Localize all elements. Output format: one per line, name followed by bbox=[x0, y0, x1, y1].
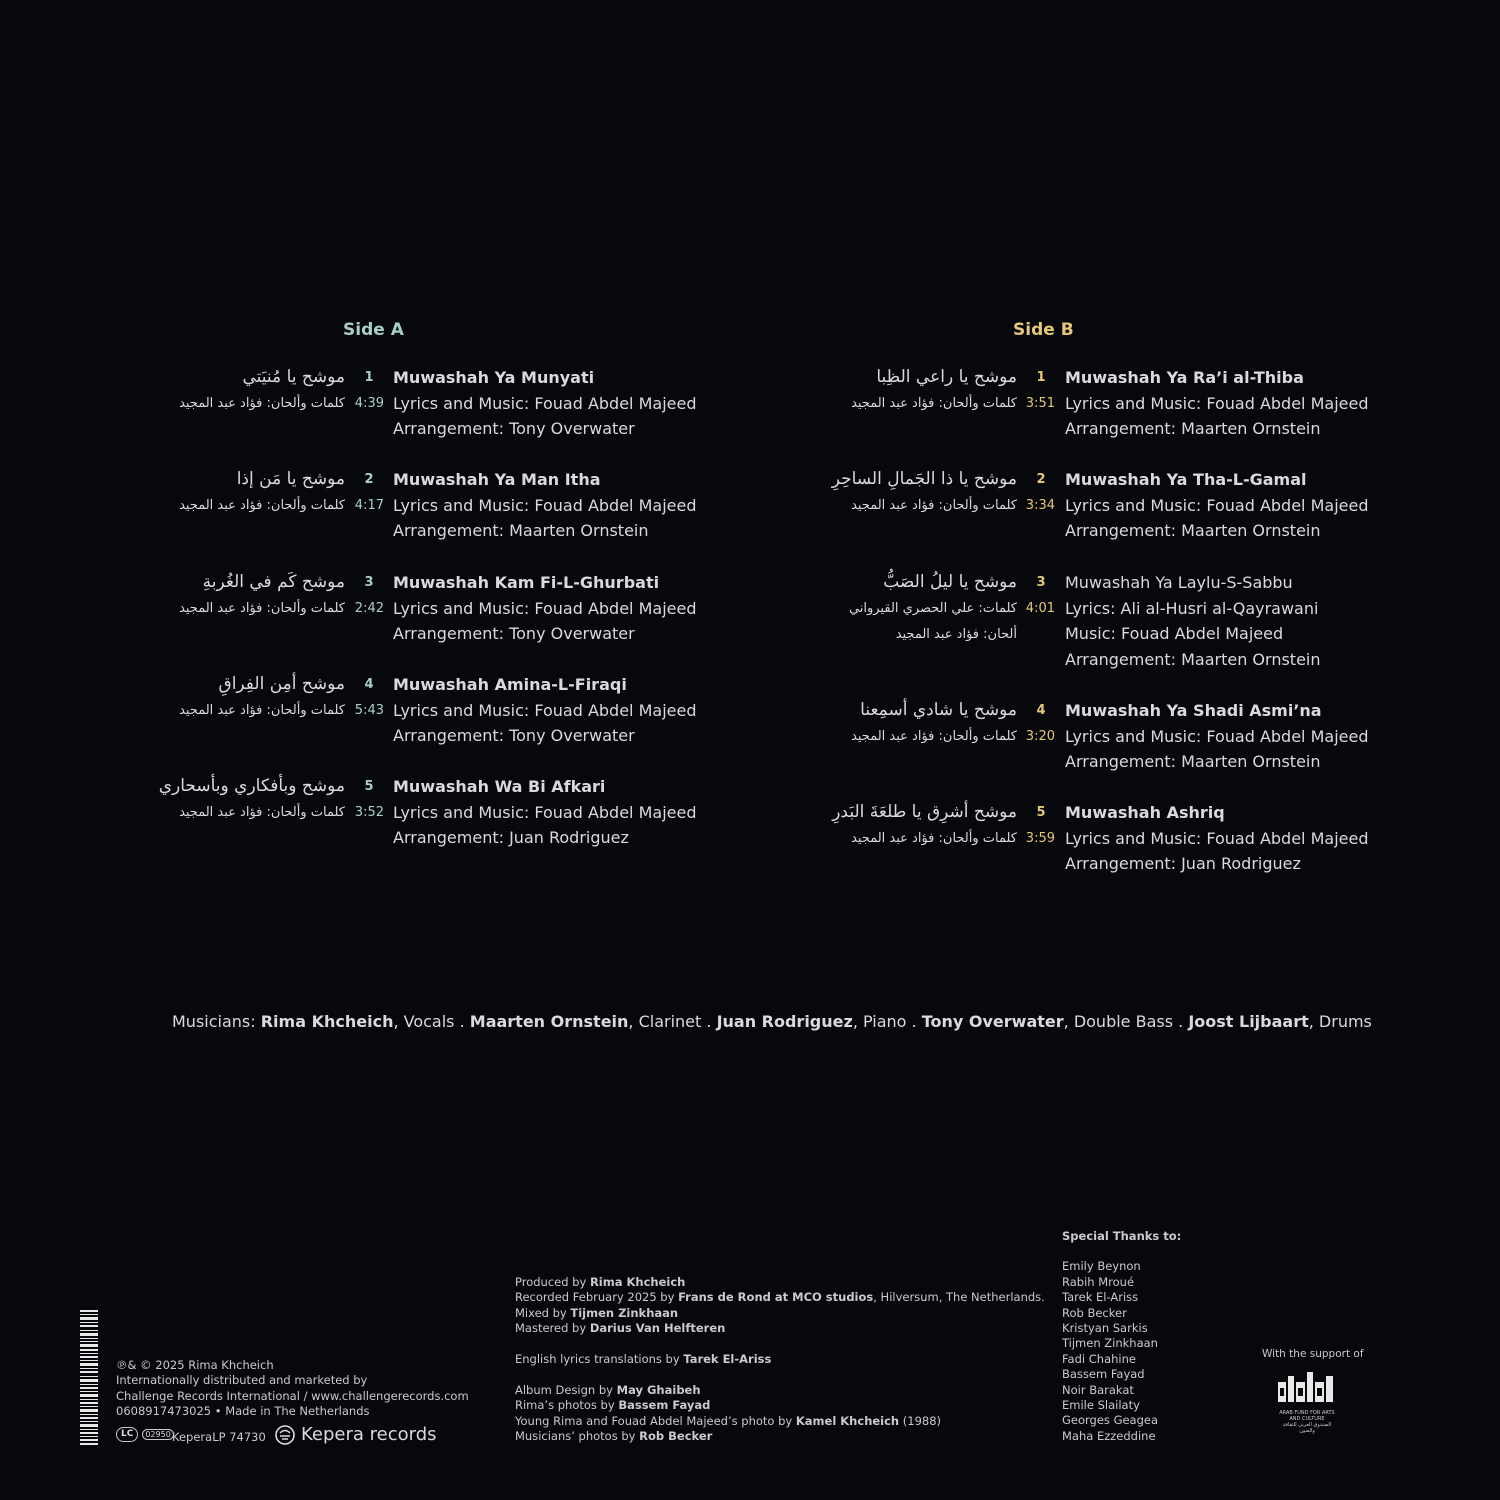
track-title: Muwashah Ya Shadi Asmi’na bbox=[1065, 701, 1322, 720]
track-title: Muwashah Ya Tha-L-Gamal bbox=[1065, 470, 1307, 489]
track-duration: 3:59 bbox=[1025, 831, 1055, 846]
design-by: Album Design by May Ghaibeh bbox=[515, 1382, 701, 1397]
thanks-name: Bassem Fayad bbox=[1062, 1367, 1145, 1382]
track-number: 1 bbox=[1036, 370, 1046, 385]
musician-name: Tony Overwater bbox=[921, 1012, 1064, 1031]
musicians-prefix: Musicians: bbox=[172, 1012, 261, 1031]
track-title: Muwashah Kam Fi-L-Ghurbati bbox=[393, 573, 660, 592]
arabic-credit: كلمات وألحان: فؤاد عبد المجيد bbox=[179, 396, 345, 411]
track-number: 3 bbox=[364, 575, 374, 590]
arabic-credit: كلمات وألحان: فؤاد عبد المجيد bbox=[179, 805, 345, 820]
support-text: With the support of bbox=[1262, 1348, 1364, 1360]
track-credit: Lyrics and Music: Fouad Abdel Majeed bbox=[1065, 495, 1369, 515]
track-number: 2 bbox=[364, 472, 374, 487]
track-duration: 3:52 bbox=[354, 805, 384, 820]
arabic-credit: كلمات وألحان: فؤاد عبد المجيد bbox=[851, 498, 1017, 513]
track-duration: 4:01 bbox=[1025, 601, 1055, 616]
track-credit: Lyrics and Music: Fouad Abdel Majeed bbox=[393, 802, 697, 822]
arabic-credit: كلمات: علي الحصري القيرواني bbox=[848, 601, 1017, 616]
production-credits bbox=[515, 1275, 1045, 1444]
track-title: Muwashah Ya Man Itha bbox=[393, 470, 601, 489]
thanks-name: Tijmen Zinkhaan bbox=[1062, 1336, 1158, 1351]
arabic-credit: كلمات وألحان: فؤاد عبد المجيد bbox=[179, 601, 345, 616]
copyright-block bbox=[116, 1358, 469, 1420]
track-title: Muwashah Amina-L-Firaqi bbox=[393, 675, 627, 694]
track-number: 2 bbox=[1036, 472, 1046, 487]
copyright-line: ℗& © 2025 Rima Khcheich bbox=[116, 1358, 274, 1372]
photos-by: Rima’s photos by Bassem Fayad bbox=[515, 1398, 711, 1413]
arabic-title: موشح أمِن الفِراقِ bbox=[218, 674, 345, 694]
track-title: Muwashah Ashriq bbox=[1065, 803, 1225, 822]
track-arrangement: Arrangement: Juan Rodriguez bbox=[1065, 854, 1301, 874]
track-number: 5 bbox=[1036, 805, 1046, 820]
side-a-heading: Side A bbox=[343, 320, 404, 340]
track-duration: 4:17 bbox=[354, 498, 384, 513]
track-arrangement: Arrangement: Tony Overwater bbox=[393, 726, 635, 746]
arabic-credit: كلمات وألحان: فؤاد عبد المجيد bbox=[851, 396, 1017, 411]
recorded-by: Recorded February 2025 by Frans de Rond at MCO studios, Hilversum, The Netherlands. bbox=[515, 1290, 1045, 1305]
track-duration: 3:34 bbox=[1025, 498, 1055, 513]
afac-name-ar: الصندوق العربي للثقافة والفنون bbox=[1282, 1422, 1332, 1434]
mixed-by: Mixed by Tijmen Zinkhaan bbox=[515, 1305, 679, 1320]
arabic-credit-music: ألحان: فؤاد عبد المجيد bbox=[895, 627, 1017, 642]
track-duration: 3:51 bbox=[1025, 396, 1055, 411]
thanks-name: Kristyan Sarkis bbox=[1062, 1321, 1148, 1336]
musician-role: , Clarinet . bbox=[628, 1012, 717, 1031]
thanks-name: Emile Slailaty bbox=[1062, 1398, 1140, 1413]
track-arrangement: Arrangement: Tony Overwater bbox=[393, 419, 635, 439]
musician-role: , Drums bbox=[1308, 1012, 1372, 1031]
mastered-by: Mastered by Darius Van Helfteren bbox=[515, 1321, 726, 1336]
thanks-name: Georges Geagea bbox=[1062, 1413, 1159, 1428]
produced-by: Produced by Rima Khcheich bbox=[515, 1275, 686, 1289]
track-number: 4 bbox=[364, 677, 374, 692]
afac-logo bbox=[1275, 1368, 1339, 1434]
young-photo-by: Young Rima and Fouad Abdel Majeed’s photo by Kamel Khcheich (1988) bbox=[515, 1413, 942, 1428]
track-credit: Lyrics and Music: Fouad Abdel Majeed bbox=[1065, 393, 1369, 413]
track-duration: 3:20 bbox=[1025, 729, 1055, 744]
track-title: Muwashah Wa Bi Afkari bbox=[393, 777, 606, 796]
track-credit: Lyrics and Music: Fouad Abdel Majeed bbox=[393, 495, 697, 515]
musicians-photos-by: Musicians’ photos by Rob Becker bbox=[515, 1429, 713, 1444]
record-label-logo bbox=[275, 1424, 437, 1445]
track-arrangement: Arrangement: Maarten Ornstein bbox=[1065, 419, 1321, 439]
arabic-title: موشح كَم في الغُربةِ bbox=[202, 572, 345, 592]
thanks-name: Maha Ezzeddine bbox=[1062, 1428, 1156, 1443]
track-credit-music: Music: Fouad Abdel Majeed bbox=[1065, 624, 1284, 644]
kepera-icon bbox=[275, 1425, 295, 1445]
translations-by: English lyrics translations by Tarek El-Ariss bbox=[515, 1352, 772, 1367]
thanks-name: Emily Beynon bbox=[1062, 1259, 1141, 1274]
arabic-credit: كلمات وألحان: فؤاد عبد المجيد bbox=[179, 703, 345, 718]
track-arrangement: Arrangement: Juan Rodriguez bbox=[393, 828, 629, 848]
arabic-title: موشح يا مُنيَتي bbox=[242, 367, 345, 387]
track-credit: Lyrics and Music: Fouad Abdel Majeed bbox=[1065, 828, 1369, 848]
track-title: Muwashah Ya Munyati bbox=[393, 368, 595, 387]
track-number: 3 bbox=[1036, 575, 1046, 590]
musician-name: Juan Rodriguez bbox=[716, 1012, 853, 1031]
track-duration: 4:39 bbox=[354, 396, 384, 411]
thanks-name: Tarek El-Ariss bbox=[1062, 1290, 1139, 1305]
label-code-badge bbox=[116, 1427, 174, 1442]
arabic-title: موشح يا مَن إذا bbox=[236, 469, 345, 489]
track-credit: Lyrics and Music: Fouad Abdel Majeed bbox=[393, 393, 697, 413]
musician-role: , Piano . bbox=[852, 1012, 922, 1031]
afac-name-en: ARAB FUND FOR ARTS AND CULTURE bbox=[1279, 1410, 1335, 1422]
catalog-number: KeperaLP 74730 bbox=[172, 1430, 266, 1444]
arabic-title: موشح يا راعي الظِبا bbox=[876, 367, 1017, 387]
thanks-name: Fadi Chahine bbox=[1062, 1351, 1136, 1366]
arabic-title: موشح أشرِق يا طلعَةَ البَدرِ bbox=[832, 802, 1017, 822]
lc-icon: LC bbox=[116, 1427, 138, 1442]
track-credit: Lyrics and Music: Fouad Abdel Majeed bbox=[1065, 726, 1369, 746]
track-duration: 2:42 bbox=[354, 601, 384, 616]
barcode-icon bbox=[80, 1310, 98, 1445]
musician-name: Joost Lijbaart bbox=[1188, 1012, 1309, 1031]
track-credit: Lyrics and Music: Fouad Abdel Majeed bbox=[393, 700, 697, 720]
track-duration: 5:43 bbox=[354, 703, 384, 718]
distributor-line: Challenge Records International / www.challengerecords.com bbox=[116, 1388, 469, 1403]
track-number: 1 bbox=[364, 370, 374, 385]
musician-role: , Double Bass . bbox=[1063, 1012, 1189, 1031]
track-credit: Lyrics: Ali al-Husri al-Qayrawani bbox=[1065, 598, 1319, 618]
arabic-credit: كلمات وألحان: فؤاد عبد المجيد bbox=[179, 498, 345, 513]
arabic-credit: كلمات وألحان: فؤاد عبد المجيد bbox=[851, 729, 1017, 744]
track-arrangement: Arrangement: Maarten Ornstein bbox=[1065, 521, 1321, 541]
arabic-title: موشح يا شادي أسمِعنا bbox=[860, 700, 1017, 720]
musician-name: Rima Khcheich bbox=[260, 1012, 394, 1031]
track-arrangement: Arrangement: Maarten Ornstein bbox=[1065, 649, 1321, 669]
musician-role: , Vocals . bbox=[393, 1012, 470, 1031]
side-b-heading: Side B bbox=[1013, 320, 1074, 340]
track-title: Muwashah Ya Ra’i al-Thiba bbox=[1065, 368, 1304, 387]
track-number: 5 bbox=[364, 779, 374, 794]
musician-name: Maarten Ornstein bbox=[469, 1012, 629, 1031]
thanks-name: Rob Becker bbox=[1062, 1305, 1127, 1320]
special-thanks bbox=[1062, 1229, 1181, 1444]
track-credit: Lyrics and Music: Fouad Abdel Majeed bbox=[393, 598, 697, 618]
track-arrangement: Arrangement: Maarten Ornstein bbox=[1065, 752, 1321, 772]
arabic-credit: كلمات وألحان: فؤاد عبد المجيد bbox=[851, 831, 1017, 846]
label-code: 02950 bbox=[142, 1429, 173, 1440]
thanks-heading: Special Thanks to: bbox=[1062, 1229, 1182, 1243]
musicians-line bbox=[172, 1012, 1372, 1031]
thanks-name: Noir Barakat bbox=[1062, 1382, 1134, 1397]
track-arrangement: Arrangement: Maarten Ornstein bbox=[393, 521, 649, 541]
barcode-number-line: 0608917473025 • Made in The Netherlands bbox=[116, 1404, 370, 1419]
arabic-title: موشح يا ذا الجَمالِ الساحِرِ bbox=[831, 469, 1017, 489]
afac-icon bbox=[1275, 1368, 1339, 1406]
track-number: 4 bbox=[1036, 703, 1046, 718]
track-title: Muwashah Ya Laylu-S-Sabbu bbox=[1065, 573, 1293, 592]
label-name: Kepera records bbox=[301, 1424, 437, 1445]
track-arrangement: Arrangement: Tony Overwater bbox=[393, 624, 635, 644]
distribution-line: Internationally distributed and marketed by bbox=[116, 1373, 368, 1388]
arabic-title: موشح وبأفكاري وبأسحاري bbox=[158, 776, 345, 796]
thanks-name: Rabih Mroué bbox=[1062, 1274, 1135, 1289]
arabic-title: موشح يا ليلُ الصَبُّ bbox=[883, 572, 1017, 592]
